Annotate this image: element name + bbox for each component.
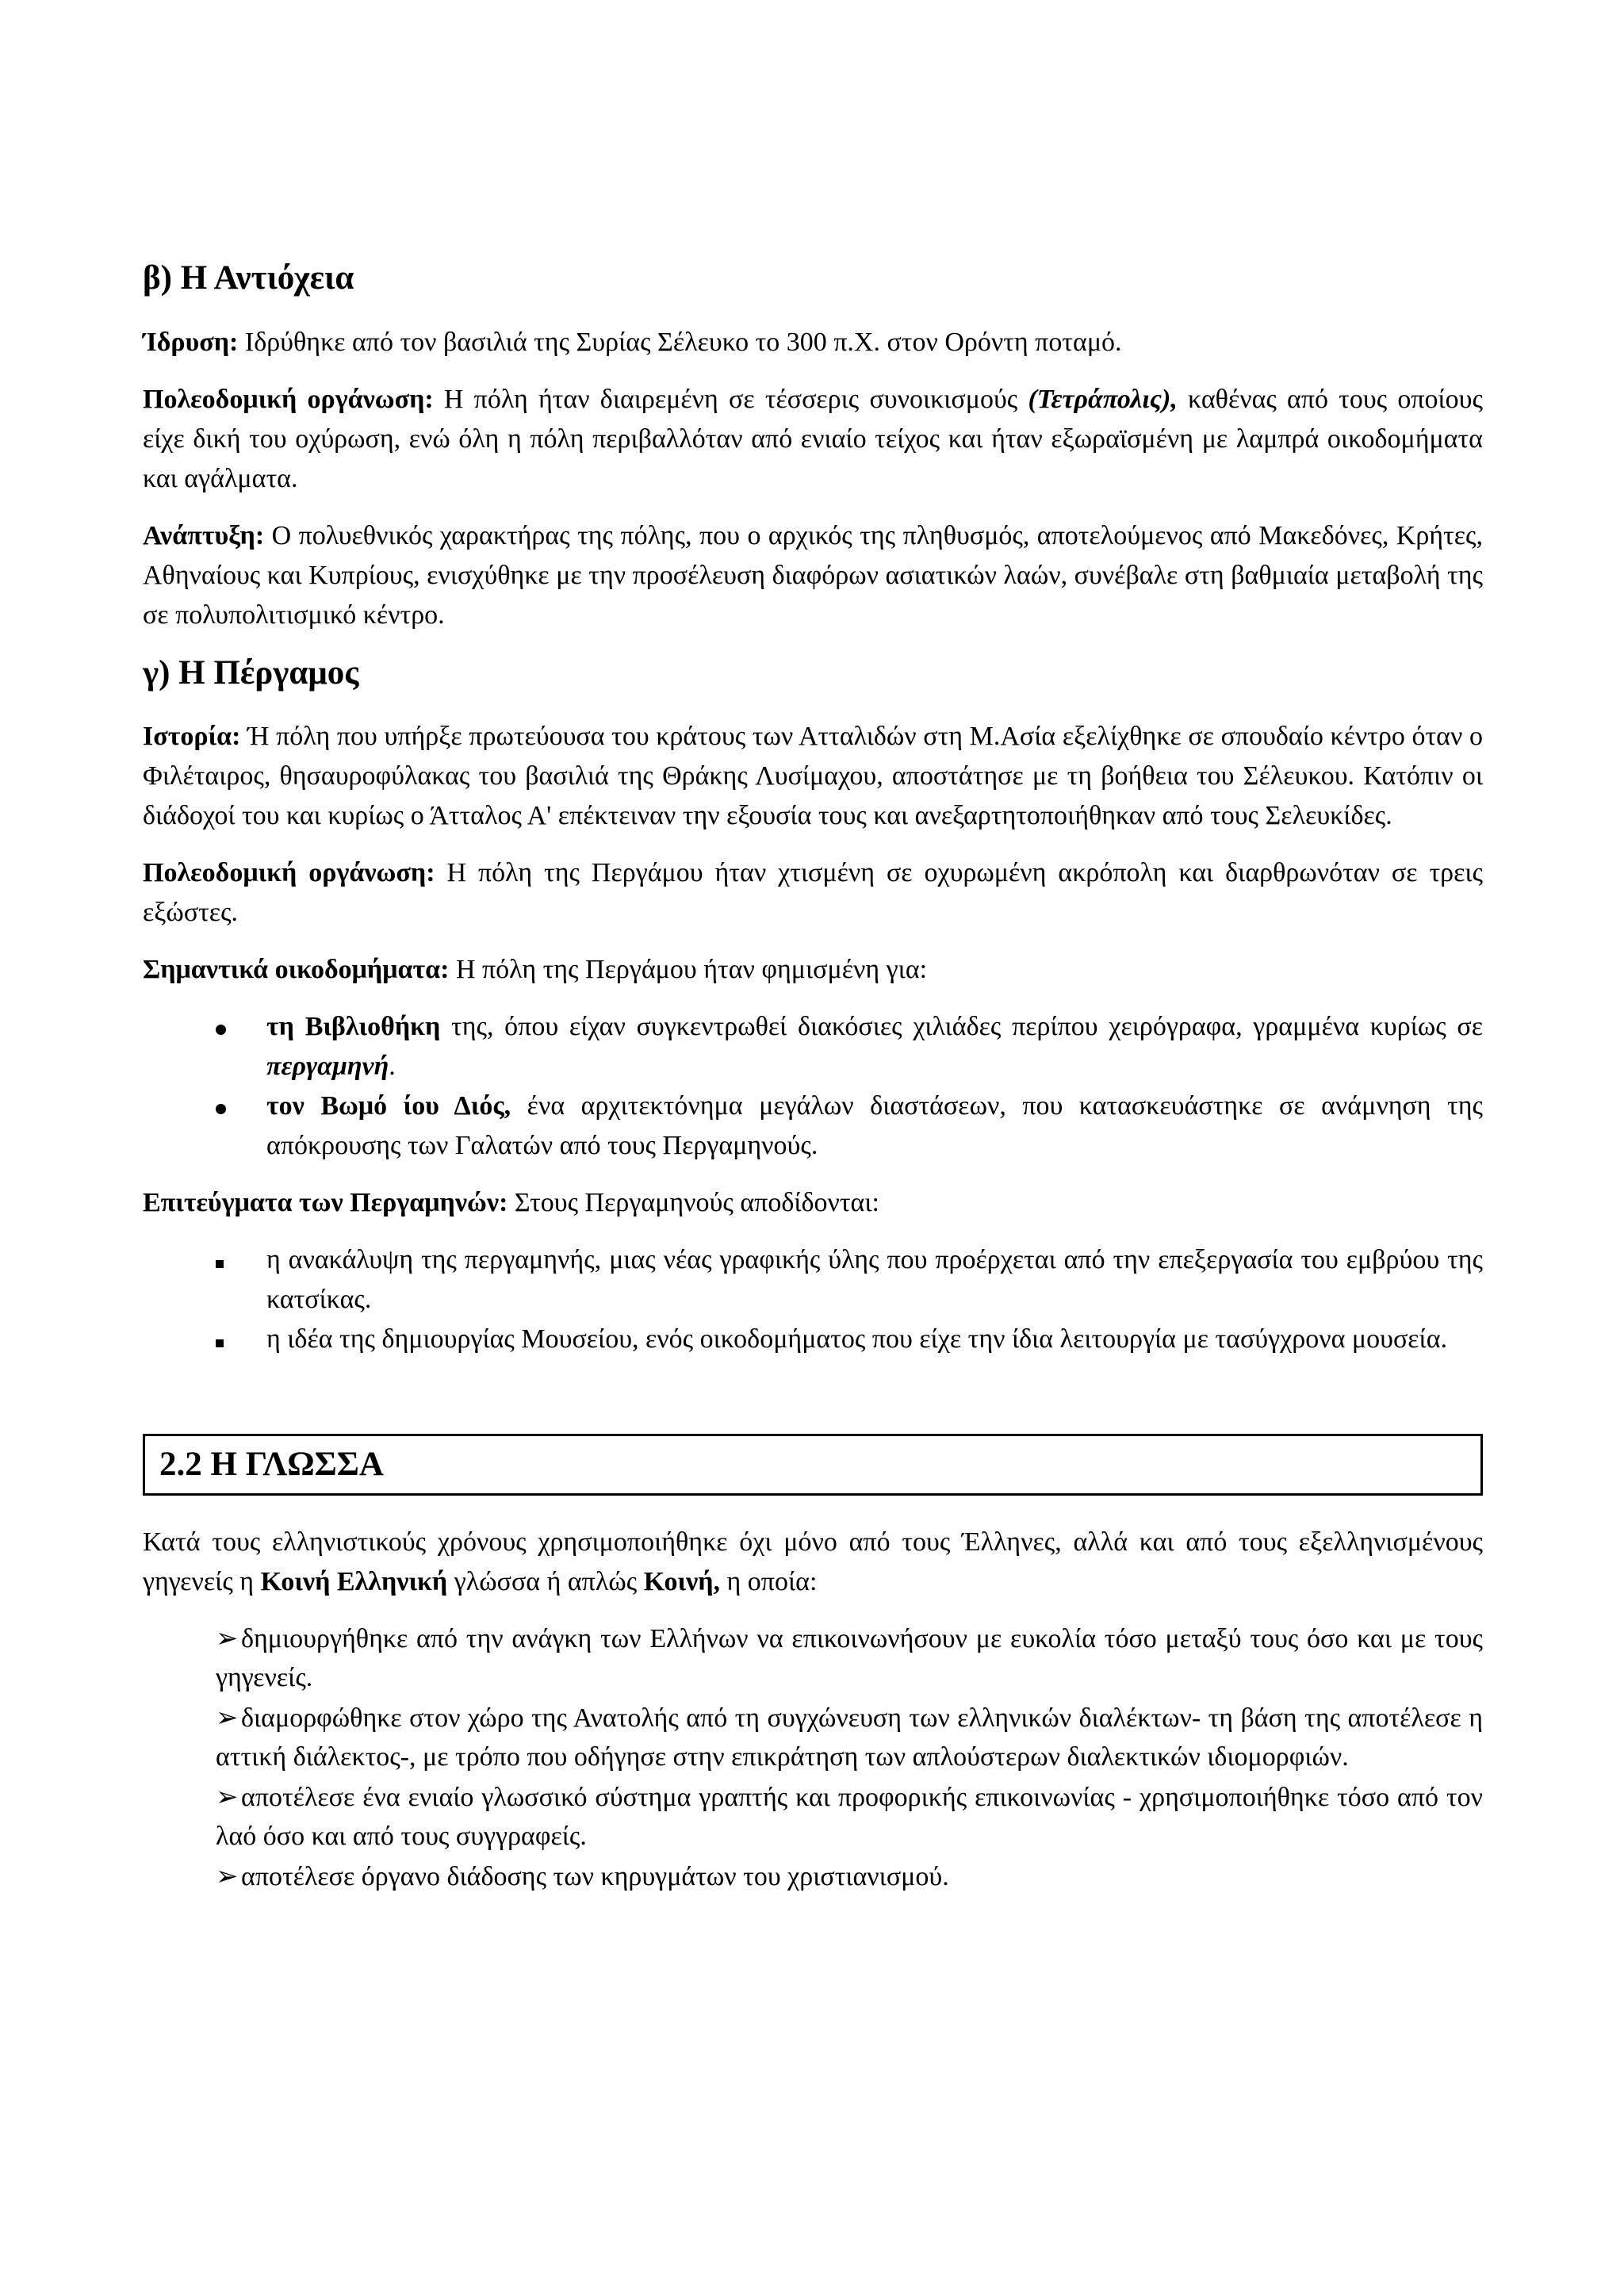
achievements-text: Στους Περγαμηνούς αποδίδονται: <box>508 1188 879 1218</box>
koine-term: Κοινή, <box>643 1567 721 1597</box>
achievement-text: η ανακάλυψη της περγαμηνής, μιας νέας γραφικής ύλης που προέρχεται από την επεξεργασία του εμβρύου της κατσίκας. <box>266 1245 1483 1315</box>
antioch-heading: β) Η Αντιόχεια <box>143 259 354 297</box>
bullet-dot-icon <box>216 1007 226 1047</box>
pergamon-achievements <box>143 1183 1483 1223</box>
parchment-emphasis: περγαμηνή <box>266 1052 389 1082</box>
list-item <box>216 1619 1483 1697</box>
achievement-text: η ιδέα της δημιουργίας Μουσείου, ενός οικοδομήματος που είχε την ίδια λειτουργία με τασύγχρονα μουσεία. <box>266 1324 1448 1354</box>
arrow-bullet-icon: ➢ <box>216 1703 239 1734</box>
pergamon-planning-text: Η πόλη της Περγάμου ήταν χτισμένη σε οχυρωμένη ακρόπολη και διαρθρωνόταν σε τρεις εξώστες. <box>143 858 1483 928</box>
bullet-square-icon <box>216 1320 224 1359</box>
list-item <box>216 1699 1483 1776</box>
bullet-square-icon <box>216 1240 224 1280</box>
intro-text: Κατά τους ελληνιστικούς χρόνους χρησιμοποιήθηκε όχι μόνο από τους Έλληνες, αλλά και από τους εξελληνισμένους γηγενείς η <box>143 1527 1483 1597</box>
arrow-bullet-icon: ➢ <box>216 1783 239 1813</box>
library-lead: τη Βιβλιοθήκη <box>266 1012 441 1042</box>
history-text: Ή πόλη που υπήρξε πρωτεύουσα του κράτους των Ατταλιδών στη Μ.Ασία εξελίχθηκε σε σπουδαίο κέντρο όταν ο Φιλέταιρος, θησαυροφύλακας του βασιλιά της Θράκης Λυσίμαχου, αποστάτησε με τη βοήθεια του Σέλευκου. Κατόπιν οι διάδοχοί του και κυρίως ο Άτταλος Α' επέκτειναν την εξουσία τους και ανεξαρτητοποιήθηκαν από τους Σελευκίδες. <box>143 722 1483 831</box>
point-text: αποτέλεσε όργανο διάδοσης των κηρυγμάτων του χριστιανισμού. <box>241 1862 949 1892</box>
buildings-text: Η πόλη της Περγάμου ήταν φημισμένη για: <box>449 955 928 985</box>
buildings-list <box>143 1007 1483 1166</box>
achievements-label: Επιτεύγματα των Περγαμηνών: <box>143 1188 508 1218</box>
library-text-end: . <box>389 1052 396 1082</box>
founding-label: Ίδρυση: <box>143 327 239 357</box>
development-text: Ο πολυεθνικός χαρακτήρας της πόλης, που ο αρχικός της πληθυσμός, αποτελούμενος από Μακεδόνες, Κρήτες, Αθηναίους και Κυπρίους, ενισχύθηκε με την προσέλευση διαφόρων ασιατικών λαών, συνέβαλε στη βαθμιαία μεταβολή της σε πολυπολιτισμικό κέντρο. <box>143 520 1483 630</box>
arrow-bullet-icon: ➢ <box>216 1624 239 1654</box>
section-title: 2.2 Η ΓΛΩΣΣΑ <box>159 1446 384 1484</box>
antioch-planning-label: Πολεοδομική οργάνωση: <box>143 384 434 414</box>
pergamon-history <box>143 717 1483 836</box>
pergamon-heading: γ) Η Πέργαμος <box>143 653 359 692</box>
koine-greek-term: Κοινή Ελληνική <box>260 1567 448 1597</box>
antioch-planning <box>143 380 1483 499</box>
intro-text: γλώσσα ή απλώς <box>447 1567 644 1597</box>
antioch-planning-text-a: Η πόλη ήταν διαιρεμένη σε τέσσερις συνοικισμούς <box>433 384 1028 414</box>
intro-text: η οποία: <box>720 1567 818 1597</box>
list-item <box>216 1778 1483 1856</box>
arrow-bullet-icon: ➢ <box>216 1862 239 1892</box>
document-content <box>143 258 1483 1898</box>
pergamon-planning <box>143 853 1483 933</box>
tetrapolis-emphasis: (Τετράπολις), <box>1028 384 1178 414</box>
antioch-founding <box>143 323 1483 362</box>
antioch-planning-text-b: καθένας από τους οποίους είχε δική του οχύρωση, ενώ όλη η πόλη περιβαλλόταν από ενιαίο τείχος και ήταν εξωραϊσμένη με λαμπρά οικοδομήματα και αγάλματα. <box>143 384 1483 493</box>
list-item <box>143 1320 1483 1359</box>
language-points <box>143 1619 1483 1896</box>
list-item <box>216 1857 1483 1896</box>
development-label: Ανάπτυξη: <box>143 520 265 550</box>
antioch-development <box>143 516 1483 635</box>
altar-lead: τον Βωμό ίου Διός, <box>266 1091 511 1121</box>
library-text: της, όπου είχαν συγκεντρωθεί διακόσιες χιλιάδες περίπου χειρόγραφα, γραμμένα κυρίως σε <box>440 1012 1484 1042</box>
list-item <box>143 1086 1483 1166</box>
list-item <box>143 1240 1483 1320</box>
pergamon-planning-label: Πολεοδομική οργάνωση: <box>143 858 435 888</box>
section-title-box <box>143 1434 1483 1496</box>
point-text: αποτέλεσε ένα ενιαίο γλωσσικό σύστημα γραπτής και προφορικής επικοινωνίας - χρησιμοποιήθηκε τόσο από τον λαό όσο και από τους συγγραφείς. <box>216 1783 1483 1852</box>
buildings-label: Σημαντικά οικοδομήματα: <box>143 955 450 985</box>
language-intro <box>143 1523 1483 1602</box>
point-text: διαμορφώθηκε στον χώρο της Ανατολής από τη συγχώνευση των ελληνικών διαλέκτων- τη βάση της αποτέλεσε η αττική διάλεκτος-, με τρόπο που οδήγησε στην επικράτηση των απλούστερων διαλεκτικών ιδιομορφιών. <box>216 1703 1483 1772</box>
altar-text: ένα αρχιτεκτόνημα μεγάλων διαστάσεων, που κατασκευάστηκε σε ανάμνηση της απόκρουσης των Γαλατών από τους Περγαμηνούς. <box>266 1091 1483 1161</box>
founding-text: Ιδρύθηκε από τον βασιλιά της Συρίας Σέλευκο το 300 π.Χ. στον Ορόντη ποταμό. <box>238 327 1122 357</box>
bullet-dot-icon <box>216 1086 226 1126</box>
point-text: δημιουργήθηκε από την ανάγκη των Ελλήνων να επικοινωνήσουν με ευκολία τόσο μεταξύ τους όσο και με τους γηγενείς. <box>216 1624 1483 1693</box>
achievements-list <box>143 1240 1483 1359</box>
pergamon-buildings <box>143 950 1483 990</box>
history-label: Ιστορία: <box>143 722 241 752</box>
list-item <box>143 1007 1483 1086</box>
